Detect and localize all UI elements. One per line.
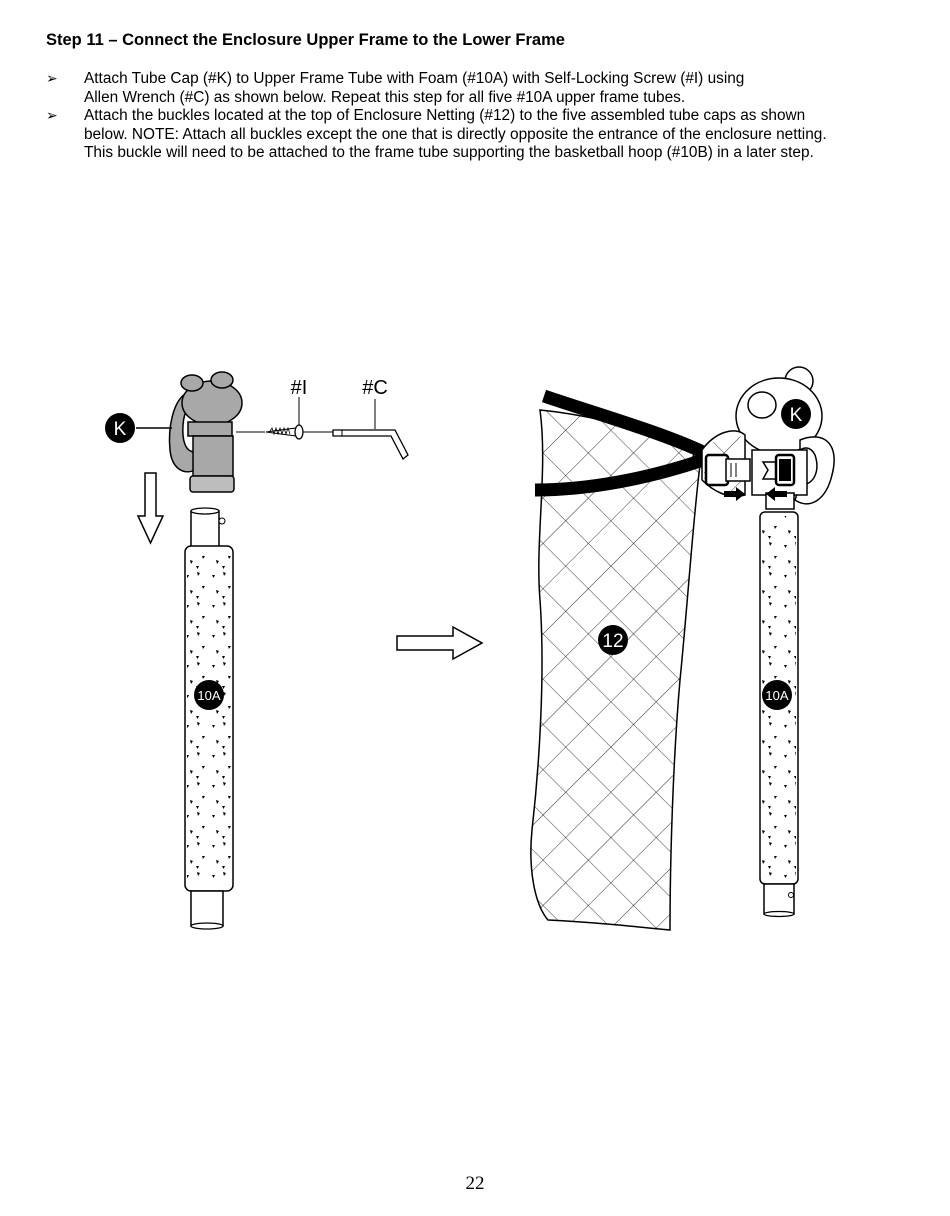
buckle [706, 455, 794, 485]
upper-frame-tube-left [185, 508, 233, 929]
tube-10a-label-right: 10A [765, 688, 789, 703]
page-number: 22 [465, 1173, 485, 1194]
instruction-text: Attach the buckles located at the top of Enclosure Netting (#12) to the five assembled tube caps as shown below. NOTE: Attach all buckles except the one that is directly opposite the entrance of the enclosure netting. This buckle will need to be attached to the frame tube supporting the basketball hoop (#10B) in a later step. [84, 107, 827, 162]
arrow-bullet-icon: ➢ [46, 71, 58, 87]
instruction-text: Attach Tube Cap (#K) to Upper Frame Tube with Foam (#10A) with Self-Locking Screw (#I) using Allen Wrench (#C) as shown below. Repeat this step for all five #10A upper frame tubes. [84, 70, 745, 106]
upper-frame-tube-right [760, 512, 798, 917]
enclosure-netting [531, 396, 703, 930]
screw-label: #I [290, 377, 308, 399]
part-k-label-right: K [789, 405, 803, 426]
self-locking-screw [266, 425, 303, 439]
wrench-label: #C [362, 377, 388, 399]
netting-12-label: 12 [602, 631, 624, 652]
part-k-label: K [113, 419, 127, 440]
allen-wrench [333, 430, 408, 459]
down-arrow-icon [138, 473, 163, 543]
tube-10a-label: 10A [197, 688, 221, 703]
tube-cap-k-right [702, 367, 834, 509]
tube-cap-k-left [170, 372, 242, 492]
right-arrow-icon [397, 627, 482, 659]
arrow-bullet-icon: ➢ [46, 108, 58, 125]
step-title: Step 11 – Connect the Enclosure Upper Frame to the Lower Frame [46, 31, 565, 49]
